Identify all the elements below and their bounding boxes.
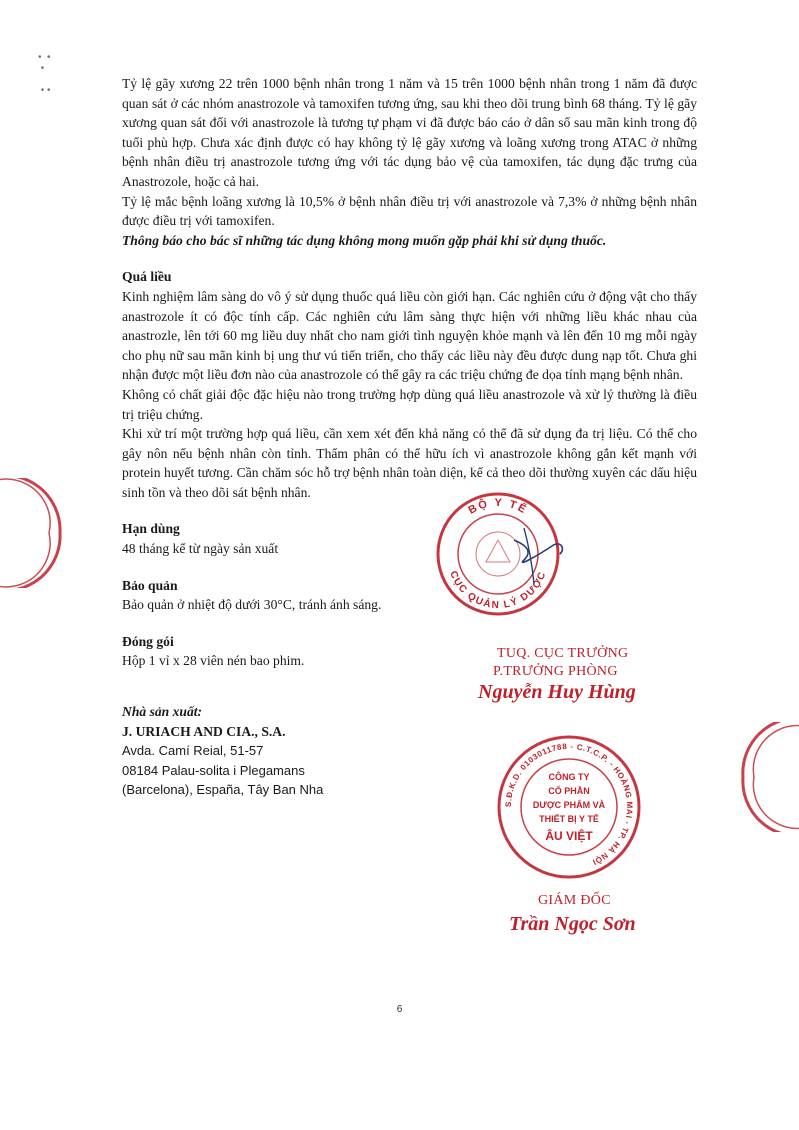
company-line-2: CỔ PHẦN: [548, 786, 590, 796]
overdose-paragraph-1: Kinh nghiệm lâm sàng do vô ý sử dụng thuốc quá liều còn giới hạn. Các nghiên cứu ở động vật cho thấy anastrozole ít có độc tính cấp. Các nghiên cứu lâm sàng thực hiện với những liều khác nhau của anastrozle, lên tới 60 mg liều duy nhất cho nam giới tình nguyện khỏe mạnh và lên đến 10 mg mỗi ngày cho phụ nữ sau mãn kinh bị ung thư vú tiến triển, cho thấy các liều này đều được dung nạp tốt. Chưa ghi nhận được một liều đơn nào của anastrozole có thể gây ra các triệu chứng đe dọa tính mạng bệnh nhân.: [122, 288, 697, 383]
storage-heading: Bảo quản: [122, 577, 178, 593]
company-stamp: [494, 732, 644, 882]
scan-specks: • • • • •: [38, 52, 51, 96]
manufacturer-address-1: Avda. Camí Reial, 51-57: [122, 743, 264, 759]
left-edge-stamp: [0, 478, 70, 588]
manufacturer-name: J. URIACH AND CIA., S.A.: [122, 723, 286, 739]
approval-title-2: P.TRƯỞNG PHÒNG: [493, 664, 618, 679]
osteoporosis-paragraph: Tỷ lệ mắc bệnh loãng xương là 10,5% ở bệnh nhân điều trị với anastrozole và 7,3% ở những bệnh nhân được điều trị với tamoxifen.: [122, 193, 697, 229]
ministry-stamp: [428, 488, 568, 618]
manufacturer-label: Nhà sản xuất:: [122, 704, 203, 720]
ministry-stamp-bottom: CỤC QUẢN LÝ DƯỢC: [447, 569, 549, 612]
storage-text: Bảo quản ở nhiệt độ dưới 30°C, tránh ánh sáng.: [122, 597, 382, 613]
overdose-heading: Quá liều: [122, 269, 172, 285]
company-line-4: THIẾT BỊ Y TẾ: [539, 814, 599, 824]
doctor-notice: Thông báo cho bác sĩ những tác dụng không mong muốn gặp phải khi sử dụng thuốc.: [122, 232, 607, 248]
company-line-3: DƯỢC PHẨM VÀ: [532, 800, 606, 810]
overdose-paragraph-3: Khi xử trí một trường hợp quá liều, cần xem xét đến khả năng có thể đã sử dụng đa trị liệu. Có thể cho gây nôn nếu bệnh nhân còn tỉnh. Thẩm phân có thể hữu ích vì anastrozole không gắn kết mạnh với protein huyết tương. Cần chăm sóc hỗ trợ bệnh nhân toàn diện, kể cả theo dõi thường xuyên các dấu hiệu sinh tồn và theo dõi sát bệnh nhân.: [122, 426, 697, 500]
packaging-text: Hộp 1 vỉ x 28 viên nén bao phim.: [122, 653, 305, 669]
approval-signer: Nguyễn Huy Hùng: [478, 681, 636, 703]
shelf-life-heading: Hạn dùng: [122, 521, 180, 537]
overdose-paragraph-2: Không có chất giải độc đặc hiệu nào trong trường hợp dùng quá liều anastrozole và xử lý thường là điều trị triệu chứng.: [122, 386, 697, 422]
ministry-stamp-top: BỘ Y TẾ: [466, 496, 530, 517]
company-stamp-ring: S.Đ.K.D. 0103011788 - C.T.C.P. - HOÀNG MAI - TP. HÀ NỘI: [503, 741, 635, 867]
right-edge-stamp: [728, 722, 799, 832]
manufacturer-address-3: (Barcelona), España, Tây Ban Nha: [122, 782, 324, 798]
fracture-paragraph: Tỷ lệ gãy xương 22 trên 1000 bệnh nhân trong 1 năm và 15 trên 1000 bệnh nhân trong 1 năm đã được quan sát ở các nhóm anastrozole và tamoxifen tương ứng, sau khi theo dõi trung bình 68 tháng. Tỷ lệ gãy xương quan sát đối với anastrozole là tương tự phạm vi đã được báo cáo ở dân số sau mãn kinh trong độ tuổi phù hợp. Chưa xác định được có hay không tỷ lệ gãy xương và loãng xương trong ATAC ở những bệnh nhân điều trị anastrozole tương ứng với tác dụng bảo vệ của tamoxifen, tác dụng đặc trưng của Anastrozole, hoặc cả hai.: [122, 76, 697, 189]
packaging-heading: Đóng gói: [122, 633, 174, 649]
company-signer: Trần Ngọc Sơn: [509, 913, 636, 935]
company-line-5: ÂU VIỆT: [545, 829, 593, 843]
manufacturer-address-2: 08184 Palau-solita i Plegamans: [122, 762, 305, 778]
page-number: 6: [396, 1004, 403, 1015]
shelf-life-text: 48 tháng kể từ ngày sản xuất: [122, 541, 279, 557]
company-title: GIÁM ĐỐC: [538, 893, 611, 908]
approval-title-1: TUQ. CỤC TRƯỞNG: [497, 646, 629, 661]
company-line-1: CÔNG TY: [548, 772, 590, 782]
